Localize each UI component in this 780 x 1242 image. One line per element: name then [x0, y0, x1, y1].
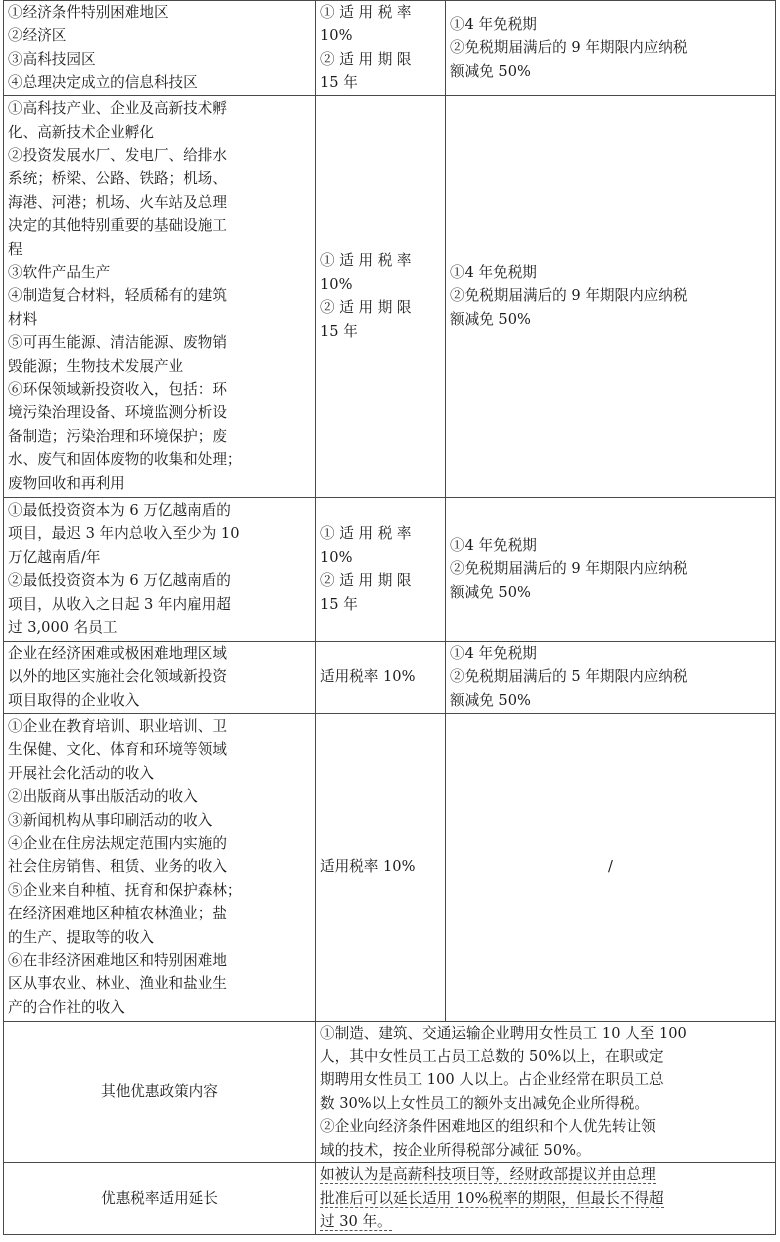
text-line: 人，其中女性员工占员工总数的 50%以上，在职或定 — [320, 1048, 664, 1066]
text-line: 决定的其他特别重要的基础设施工 — [8, 217, 227, 235]
text-line: ②最低投资资本为 6 万亿越南盾的 — [8, 572, 231, 590]
text-line: 过 3,000 名员工 — [8, 618, 118, 636]
highlighted-text: 如被认为是高薪科技项目等，经财政部提议并由总理 — [320, 1166, 656, 1184]
text-line: 区从事农业、林业、渔业和盐业生 — [8, 975, 227, 993]
text-line: 项目取得的企业收入 — [8, 691, 140, 709]
text-line: ①4 年免税期 — [450, 264, 537, 282]
table-row — [4, 1163, 776, 1235]
text-line: 开展社会化活动的收入 — [8, 764, 154, 782]
text-line: ②企业向经济条件困难地区的组织和个人优先转让领 — [320, 1118, 656, 1136]
text-line: 10% — [320, 275, 353, 293]
text-line: 适用税率 10% — [320, 668, 416, 686]
tax-rate-cell — [316, 1, 446, 96]
text-line: 废物回收和再利用 — [8, 474, 125, 492]
table-row — [4, 713, 776, 1021]
conditions-cell — [4, 95, 316, 497]
text-line: ②投资发展水厂、发电厂、给排水 — [8, 146, 227, 164]
text-line: 的生产、提取等的收入 — [8, 928, 154, 946]
text-line: ② 适 用 期 限 — [320, 299, 412, 317]
exemption-cell — [446, 641, 776, 713]
text-line: ⑤企业来自种植、抚育和保护森林； — [8, 881, 242, 899]
conditions-cell — [4, 713, 316, 1021]
not-applicable-mark: / — [608, 858, 613, 876]
exemption-cell — [446, 497, 776, 641]
text-line: ①企业在教育培训、职业培训、卫 — [8, 717, 227, 735]
text-line: ③新闻机构从事印刷活动的收入 — [8, 811, 213, 829]
text-line: ⑥在非经济困难地区和特别困难地 — [8, 952, 227, 970]
table-row — [4, 1021, 776, 1162]
text-line: 在经济困难地区种植农林渔业；盐 — [8, 905, 227, 923]
text-line: 程 — [8, 240, 23, 258]
text-line: ④制造复合材料，轻质稀有的建筑 — [8, 287, 227, 305]
conditions-cell — [4, 641, 316, 713]
text-line: 系统；桥梁、公路、铁路；机场、 — [8, 170, 227, 188]
text-line: 备制造；污染治理和环境保护；废 — [8, 427, 227, 445]
text-line: ⑤可再生能源、清洁能源、废物销 — [8, 334, 227, 352]
extension-label: 优惠税率适用延长 — [4, 1163, 316, 1235]
tax-rate-cell — [316, 713, 446, 1021]
text-line: ②免税期届满后的 9 年期限内应纳税 — [450, 287, 688, 305]
text-line: 10% — [320, 27, 353, 45]
text-line: 15 年 — [320, 322, 358, 340]
text-line: 额减免 50% — [450, 62, 531, 80]
table-row — [4, 497, 776, 641]
other-policies-content — [316, 1021, 776, 1162]
text-line: ②经济区 — [8, 27, 67, 45]
text-line: ①4 年免税期 — [450, 15, 537, 33]
text-line: 以外的地区实施社会化领域新投资 — [8, 668, 227, 686]
text-line: 海港、河港；机场、火车站及总理 — [8, 193, 227, 211]
text-line: 境污染治理设备、环境监测分析设 — [8, 404, 227, 422]
conditions-cell — [4, 497, 316, 641]
text-line: ⑥环保领域新投资收入，包括：环 — [8, 381, 227, 399]
text-line — [320, 1163, 771, 1186]
text-line: ② 适 用 期 限 — [320, 50, 412, 68]
text-line: 额减免 50% — [450, 583, 531, 601]
table-row — [4, 641, 776, 713]
text-line: ①经济条件特别困难地区 — [8, 4, 169, 21]
table-row — [4, 1, 776, 96]
text-line: 毁能源；生物技术发展产业 — [8, 357, 184, 375]
text-line: ①4 年免税期 — [450, 645, 537, 663]
text-line: 万亿越南盾/年 — [8, 548, 101, 566]
text-line: ②免税期届满后的 9 年期限内应纳税 — [450, 39, 688, 57]
text-line: 项目，最迟 3 年内总收入至少为 10 — [8, 525, 240, 543]
text-line: ①制造、建筑、交通运输企业聘用女性员工 10 人至 100 — [320, 1024, 687, 1042]
text-line: ①最低投资资本为 6 万亿越南盾的 — [8, 501, 231, 519]
text-line: 15 年 — [320, 595, 358, 613]
text-line — [320, 1187, 771, 1210]
text-line: ① 适 用 税 率 — [320, 525, 412, 543]
text-line: 水、废气和固体废物的收集和处理； — [8, 451, 242, 469]
text-line: ③软件产品生产 — [8, 264, 111, 282]
tax-rate-cell — [316, 641, 446, 713]
text-line: ① 适 用 税 率 — [320, 4, 412, 21]
text-line: 材料 — [8, 310, 38, 328]
text-line: 化、高新技术企业孵化 — [8, 123, 154, 141]
tax-rate-cell — [316, 95, 446, 497]
highlighted-text: 批准后可以延长适用 10%税率的期限，但最长不得超 — [320, 1189, 664, 1207]
highlighted-text: 过 30 年。 — [320, 1213, 392, 1231]
text-line: 产的合作社的收入 — [8, 998, 125, 1016]
text-line: 项目，从收入之日起 3 年内雇用超 — [8, 595, 231, 613]
text-line: 额减免 50% — [450, 691, 531, 709]
text-line: ③高科技园区 — [8, 50, 96, 68]
text-line: ④总理决定成立的信息科技区 — [8, 74, 198, 92]
tax-incentive-table — [3, 0, 776, 1235]
text-line — [320, 1210, 771, 1233]
text-line: 社会住房销售、租赁、业务的收入 — [8, 858, 227, 876]
text-line: ① 适 用 税 率 — [320, 252, 412, 270]
extension-content — [316, 1163, 776, 1235]
text-line: 15 年 — [320, 74, 358, 92]
other-policies-label: 其他优惠政策内容 — [4, 1021, 316, 1162]
text-line: ② 适 用 期 限 — [320, 572, 412, 590]
text-line: 域的技术，按企业所得税部分减征 50%。 — [320, 1141, 591, 1159]
text-line: ①4 年免税期 — [450, 537, 537, 555]
text-line: ②免税期届满后的 9 年期限内应纳税 — [450, 560, 688, 578]
text-line: 企业在经济困难或极困难地理区域 — [8, 645, 227, 663]
text-line: 数 30%以上女性员工的额外支出减免企业所得税。 — [320, 1094, 649, 1112]
text-line: ②出版商从事出版活动的收入 — [8, 788, 198, 806]
table-row — [4, 95, 776, 497]
text-line: 10% — [320, 548, 353, 566]
text-line: 期聘用女性员工 100 人以上。占企业经常在职员工总 — [320, 1071, 664, 1089]
text-line: ④企业在住房法规定范围内实施的 — [8, 835, 227, 853]
tax-rate-cell — [316, 497, 446, 641]
text-line: 适用税率 10% — [320, 858, 416, 876]
conditions-cell — [4, 1, 316, 96]
text-line: 额减免 50% — [450, 310, 531, 328]
text-line: ②免税期届满后的 5 年期限内应纳税 — [450, 668, 688, 686]
exemption-cell — [446, 95, 776, 497]
text-line: 生保健、文化、体育和环境等领域 — [8, 741, 227, 759]
exemption-cell — [446, 713, 776, 1021]
exemption-cell — [446, 1, 776, 96]
text-line: ①高科技产业、企业及高新技术孵 — [8, 100, 227, 118]
